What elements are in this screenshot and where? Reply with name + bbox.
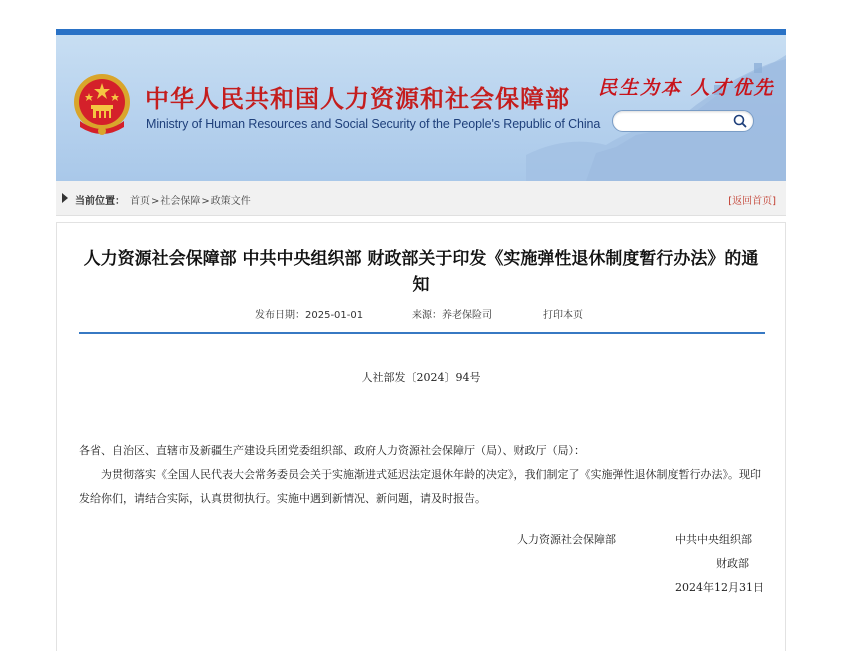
site-title-chinese: 中华人民共和国人力资源和社会保障部	[145, 85, 570, 113]
signatory-finance-ministry: 财政部	[716, 557, 749, 570]
search-box	[612, 110, 754, 132]
page-frame	[56, 29, 786, 649]
breadcrumb	[130, 192, 251, 207]
article-source: 来源：养老保险司	[412, 310, 492, 321]
article-body	[79, 439, 765, 511]
site-slogan: 民生为本 人才优先	[598, 77, 775, 99]
search-icon[interactable]	[732, 113, 748, 129]
site-title-english: Ministry of Human Resources and Social Security of the People's Republic of China	[146, 117, 601, 131]
print-page-link[interactable]: 打印本页	[543, 310, 583, 321]
article-title: 人力资源社会保障部 中共中央组织部 财政部关于印发《实施弹性退休制度暂行办法》的通知	[83, 249, 759, 295]
breadcrumb-bar	[56, 181, 786, 216]
breadcrumb-home[interactable]: 首页	[130, 196, 150, 207]
document-number: 人社部发〔2024〕94号	[361, 371, 481, 384]
triangle-right-icon	[62, 193, 68, 203]
addressee-line: 各省、自治区、直辖市及新疆生产建设兵团党委组织部、政府人力资源社会保障厅（局）、财政厅（局）：	[79, 444, 585, 457]
title-divider	[79, 332, 765, 334]
body-paragraph: 为贯彻落实《全国人民代表大会常务委员会关于实施渐进式延迟法定退休年龄的决定》，我们制定了《实施弹性退休制度暂行办法》。现印发给你们，请结合实际，认真贯彻执行。实施中遇到新情况、新问题，请及时报告。	[79, 468, 761, 505]
article-content	[56, 222, 786, 651]
breadcrumb-social-security[interactable]: 社会保障	[160, 196, 201, 207]
signatory-organization-dept: 中共中央组织部	[675, 533, 752, 546]
signature-date: 2024年12月31日	[675, 581, 764, 594]
breadcrumb-separator: >	[151, 196, 160, 207]
publish-date: 发布日期：2025-01-01	[255, 310, 364, 321]
site-banner	[56, 29, 786, 181]
breadcrumb-separator: >	[201, 196, 210, 207]
return-home-link[interactable]: [返回首页]	[728, 196, 776, 207]
current-location-label: 当前位置：	[75, 196, 125, 207]
signatory-mohrss: 人力资源社会保障部	[517, 533, 616, 546]
national-emblem-icon	[72, 71, 132, 139]
breadcrumb-policy-documents[interactable]: 政策文件	[210, 196, 251, 207]
search-input[interactable]	[621, 113, 731, 128]
